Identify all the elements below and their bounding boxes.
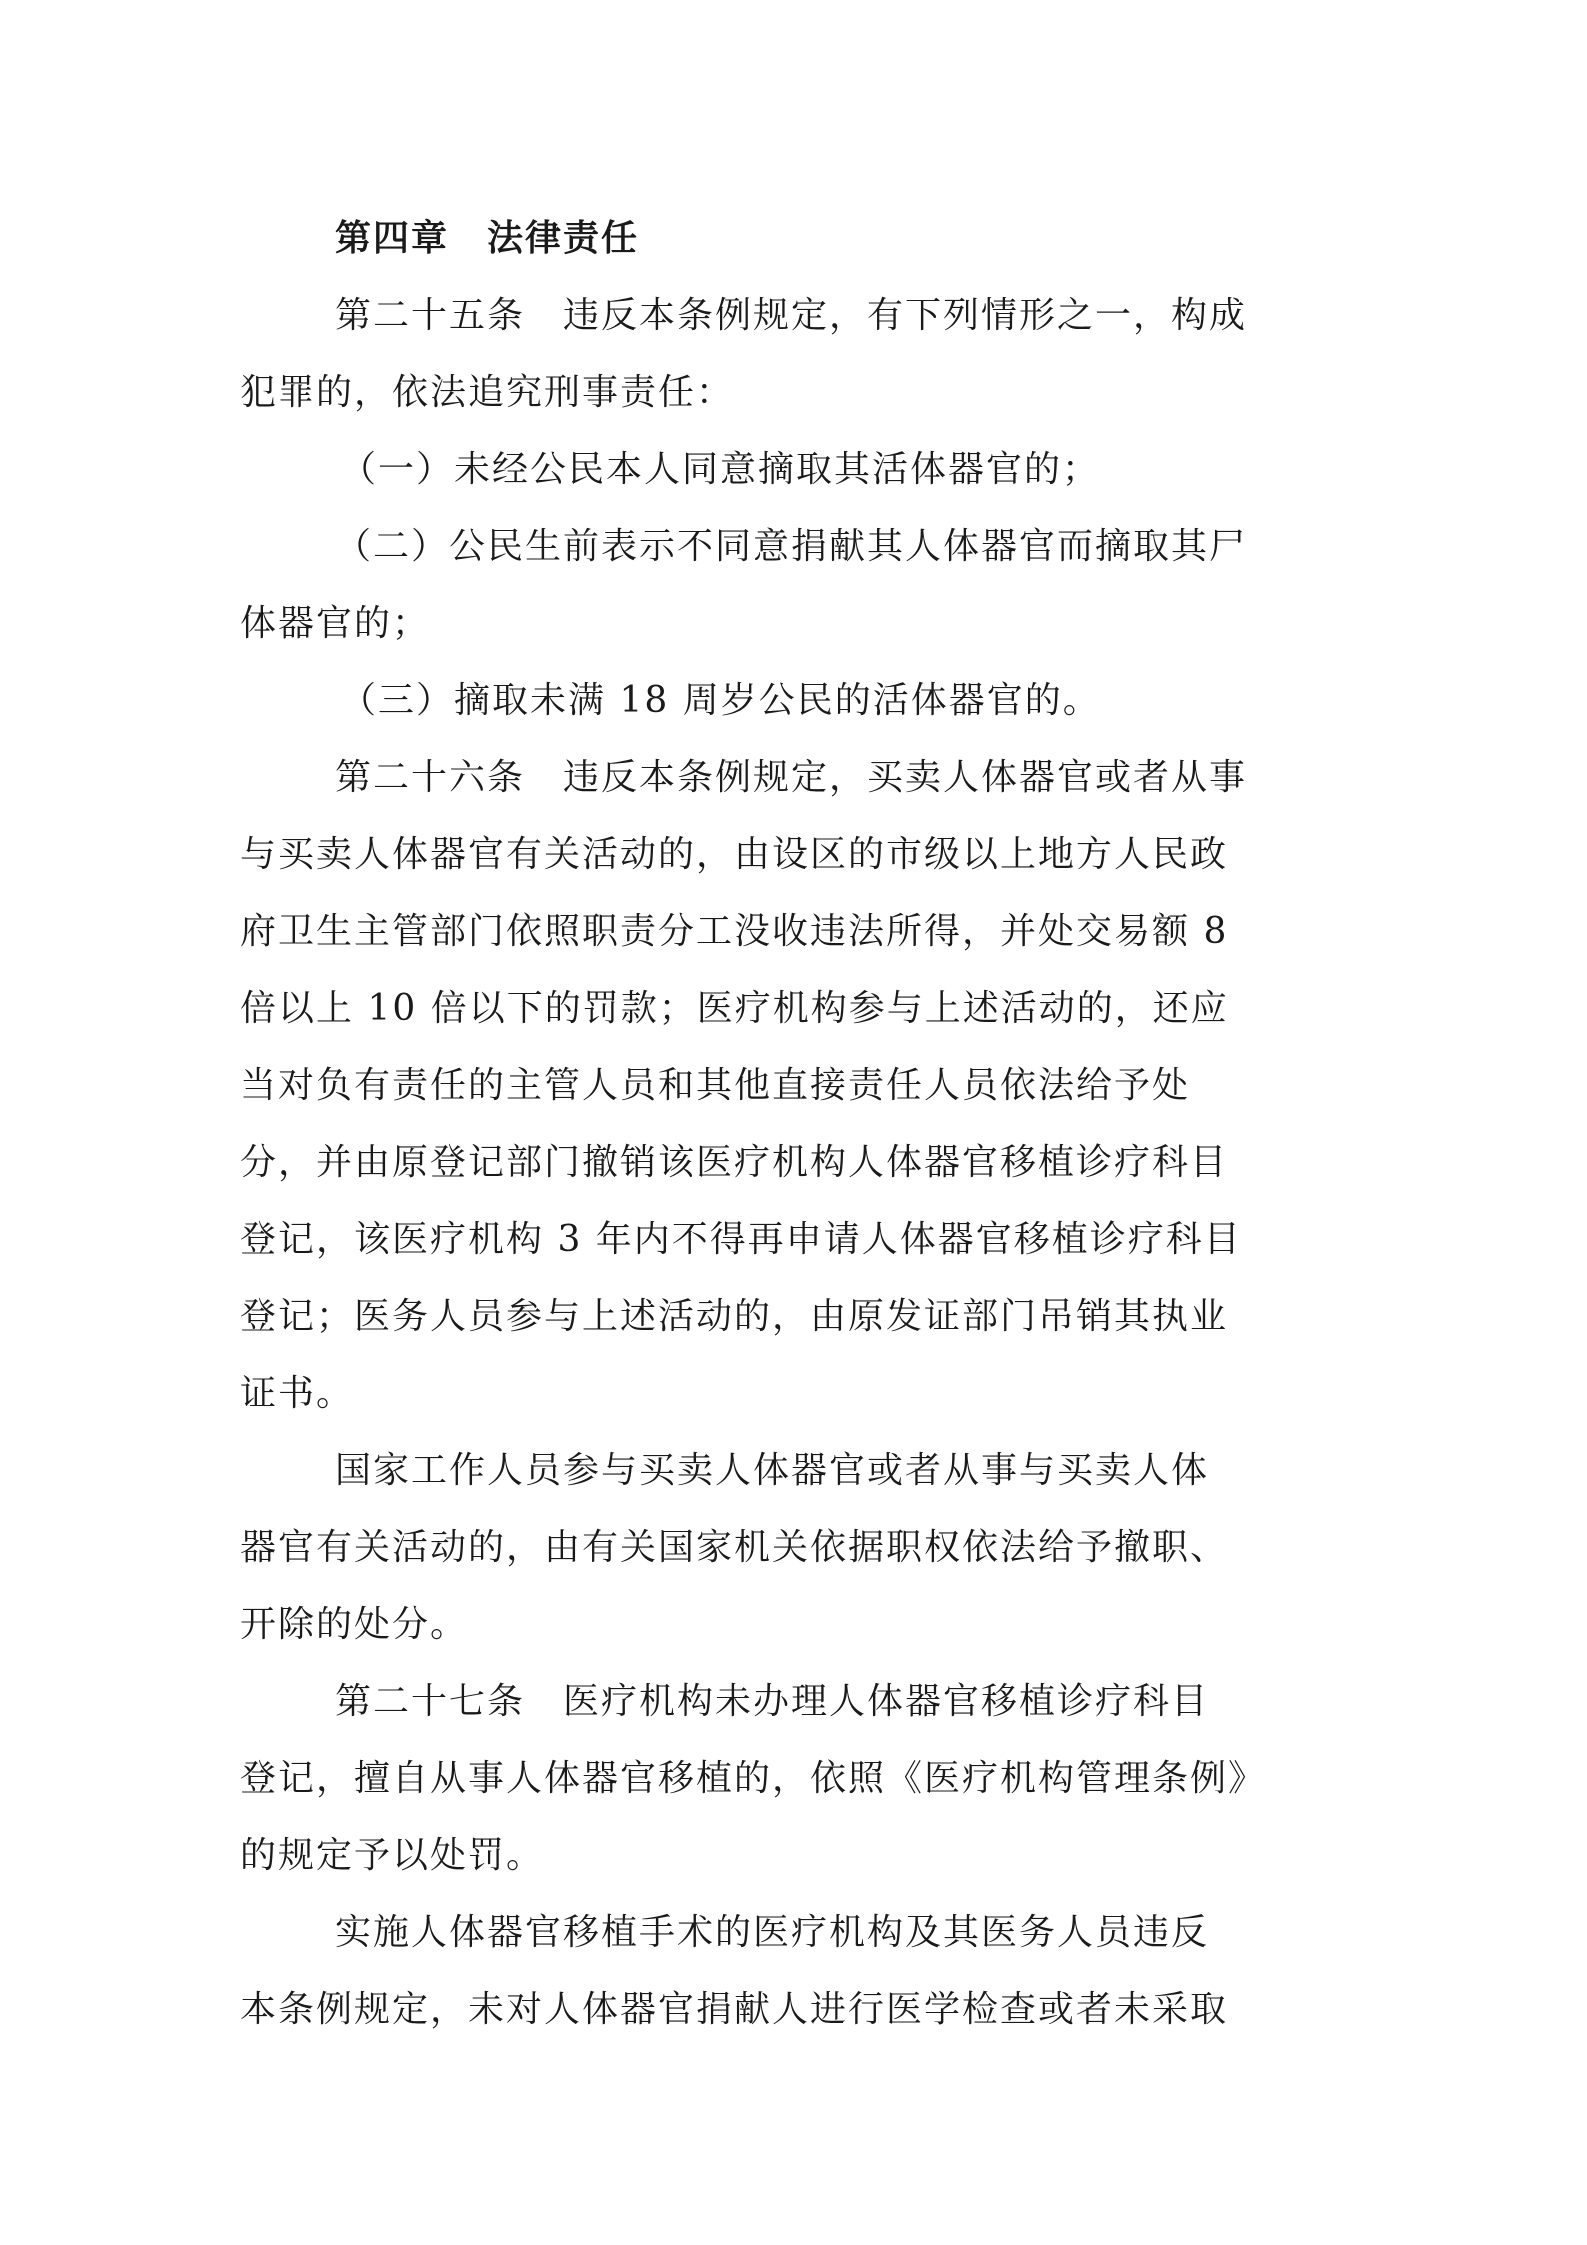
article-26-line: 分，并由原登记部门撤销该医疗机构人体器官移植诊疗科目 xyxy=(240,1142,1229,1183)
article-25-item-1 xyxy=(240,431,1355,508)
article-26-line: 府卫生主管部门依照职责分工没收违法所得，并处交易额 8 xyxy=(240,911,1229,952)
list-item-line: （一）未经公民本人同意摘取其活体器官的； xyxy=(340,449,1101,490)
article-26-line: 倍以上 10 倍以下的罚款；医疗机构参与上述活动的，还应 xyxy=(240,988,1229,1029)
article-27-paragraph-2 xyxy=(240,1894,1355,2048)
article-26-line: 证书。 xyxy=(240,1373,355,1414)
paragraph-line: 本条例规定，未对人体器官捐献人进行医学检查或者未采取 xyxy=(240,1989,1229,2030)
paragraph-line: 器官有关活动的，由有关国家机关依据职权依法给予撤职、 xyxy=(240,1527,1229,1568)
article-26-line: 与买卖人体器官有关活动的，由设区的市级以上地方人民政 xyxy=(240,834,1229,875)
article-25-line: 第二十五条 违反本条例规定，有下列情形之一，构成 xyxy=(335,295,1248,336)
article-26-line: 当对负有责任的主管人员和其他直接责任人员依法给予处 xyxy=(240,1065,1191,1106)
document-body xyxy=(240,200,1355,2048)
article-26-line: 登记，该医疗机构 3 年内不得再申请人体器官移植诊疗科目 xyxy=(240,1219,1242,1260)
list-item-line: 体器官的； xyxy=(240,603,431,644)
article-25-item-2 xyxy=(240,508,1355,662)
list-item-line: （二）公民生前表示不同意捐献其人体器官而摘取其尸 xyxy=(335,526,1248,567)
article-26-paragraph-2 xyxy=(240,1432,1355,1663)
article-27-line: 的规定予以处罚。 xyxy=(240,1835,545,1876)
article-26-line: 登记；医务人员参与上述活动的，由原发证部门吊销其执业 xyxy=(240,1296,1229,1337)
paragraph-line: 实施人体器官移植手术的医疗机构及其医务人员违反 xyxy=(335,1912,1210,1953)
article-26-line: 第二十六条 违反本条例规定，买卖人体器官或者从事 xyxy=(335,757,1248,798)
paragraph-line: 开除的处分。 xyxy=(240,1604,469,1645)
article-27-line: 第二十七条 医疗机构未办理人体器官移植诊疗科目 xyxy=(335,1681,1210,1722)
article-25-item-3 xyxy=(240,662,1355,739)
article-27 xyxy=(240,1663,1355,1894)
list-item-line: （三）摘取未满 18 周岁公民的活体器官的。 xyxy=(340,680,1101,721)
article-27-line: 登记，擅自从事人体器官移植的，依照《医疗机构管理条例》 xyxy=(240,1758,1267,1799)
article-26 xyxy=(240,739,1355,1432)
article-25-line: 犯罪的，依法追究刑事责任： xyxy=(240,372,735,413)
article-25 xyxy=(240,277,1355,431)
paragraph-line: 国家工作人员参与买卖人体器官或者从事与买卖人体 xyxy=(335,1450,1210,1491)
chapter-heading: 第四章 法律责任 xyxy=(335,217,640,259)
